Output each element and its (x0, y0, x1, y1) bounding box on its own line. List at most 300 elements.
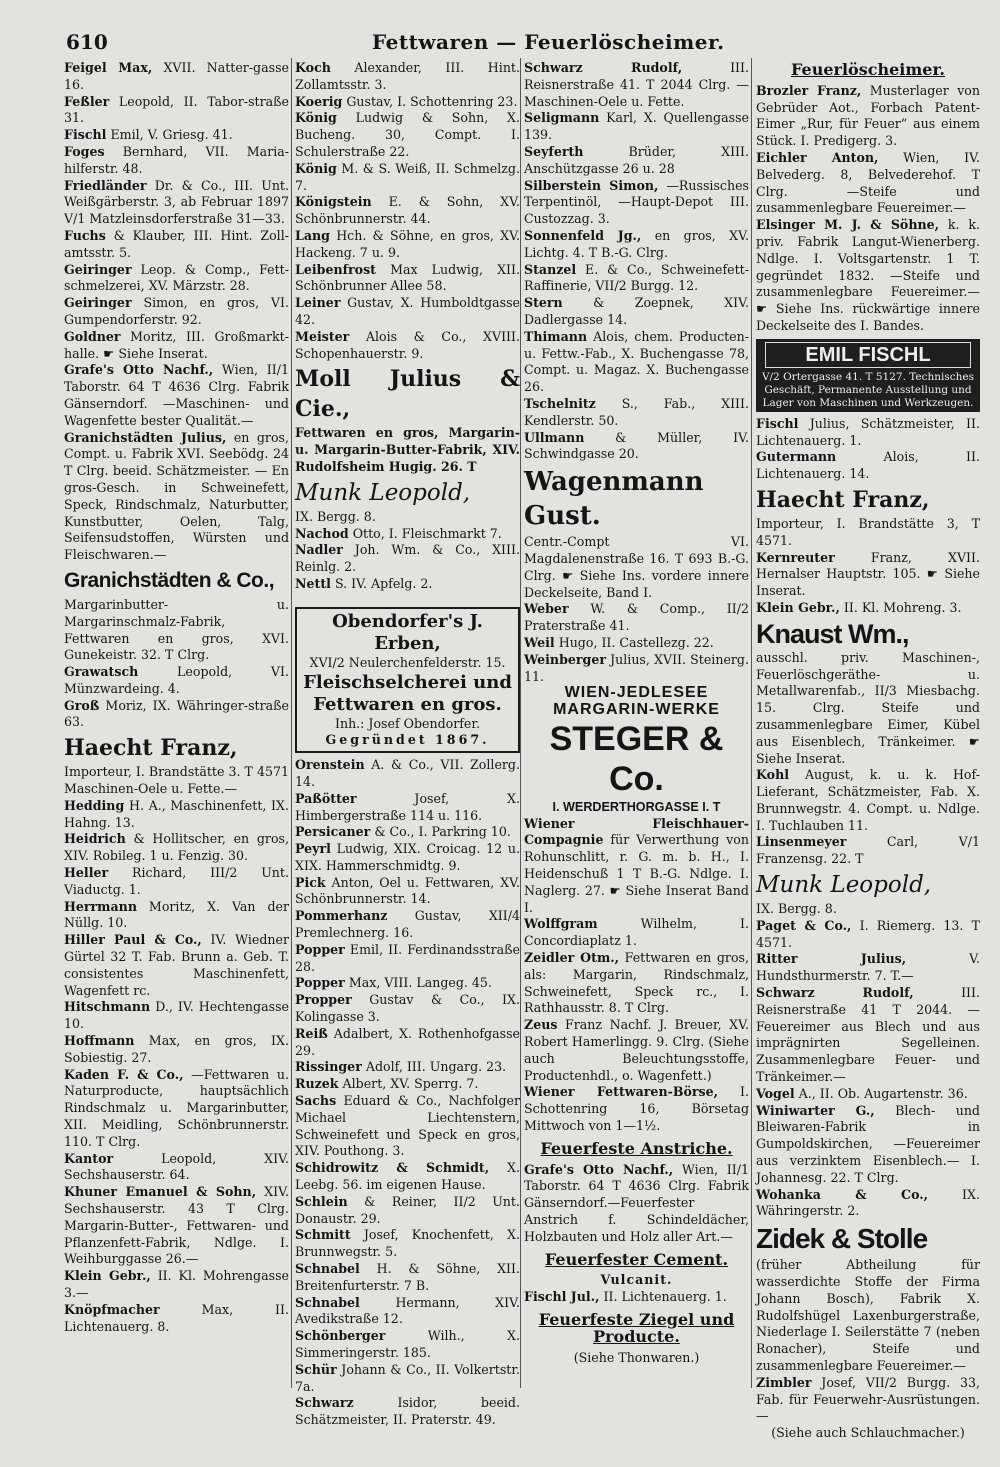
directory-entry (295, 1295, 520, 1329)
directory-entry (756, 1103, 980, 1187)
entry-text: Albert, XV. Sperrg. 7. (342, 1076, 479, 1092)
steger-advertisement (524, 685, 749, 815)
entry-name: Kantor (64, 1150, 114, 1166)
ad-title: EMIL FISCHL (765, 342, 971, 368)
entry-name: Thimann (524, 328, 588, 344)
column-2 (295, 60, 520, 1428)
entry-text: Max, II. Lichtenauerg. 8. (64, 1301, 289, 1334)
entry-text: Leopold, XIV. Sechshauserstr. 64. (64, 1150, 289, 1183)
entry-name: Kaden F. & Co., (64, 1066, 184, 1082)
entry-name: Ullmann (524, 429, 585, 445)
entry-text: Importeur, I. Brandstätte 3. T 4571 Maschinen-Oele u. Fette.— (64, 764, 289, 797)
directory-entry (64, 295, 289, 329)
entry-name: Kernreuter (756, 549, 835, 565)
obendorfer-advertisement (295, 607, 520, 753)
entry-name: Klein Gebr., (64, 1268, 151, 1284)
entry-name: Stern (524, 295, 563, 311)
entry-text: Gustav & Co., IX. Kolingasse 3. (295, 992, 520, 1025)
ad-body: V/2 Ortergasse 41. T 5127. Technisches Geschäft, Permanente Ausstellung und Lager von Maschinen und Werkzeugen. (761, 370, 975, 409)
directory-entry (524, 60, 749, 110)
entry-name: Zeidler Otm., (524, 950, 620, 966)
directory-entry (295, 228, 520, 262)
entry-name: Peyrl (295, 841, 331, 857)
entry-name: Königstein (295, 194, 372, 210)
directory-entry (756, 217, 980, 335)
entry-name: Schwarz Rudolf, (524, 60, 683, 75)
directory-entry (524, 262, 749, 296)
entry-name: Pick (295, 874, 326, 890)
entry-text: H. A., Maschinenfett, IX. Hahng. 13. (64, 797, 289, 830)
directory-entry (64, 1151, 289, 1185)
entry-text: Moritz, X. Van der Nüllg. 10. (64, 898, 289, 931)
directory-entry (756, 550, 980, 600)
entry-name: Heller (64, 865, 109, 881)
entry-text: Alois & Co., XVIII. Schopenhauerstr. 9. (295, 328, 520, 361)
entry-text: Alexander, III. Hint. Zollamtsstr. 3. (295, 60, 520, 92)
directory-entry (64, 899, 289, 933)
entry-text: Ludwig & Sohn, X. Bucheng. 30, Compt. I. Schulerstraße 22. (295, 110, 520, 159)
ad-line: Obendorfer's J. Erben, (332, 610, 483, 654)
entry-name: Paßötter (295, 790, 357, 806)
entry-text: II. Lichtenauerg. 1. (603, 1289, 727, 1305)
entry-text: Blech- und Bleiwaren-Fabrik in Gumpoldskirchen, —Feuereimer aus verzinktem Eisenblech.— I. Johannesg. 22. T Clrg. (756, 1102, 980, 1185)
entry-text: Wien, II/1 Taborstr. 64 T 4636 Clrg. Fabrik Gänserndorf. —Maschinen- und Wagenfette bester Qualität.— (64, 362, 289, 428)
entry-text: Max, en gros, IX. Sobiestig. 27. (64, 1033, 289, 1065)
entry-text: Leop. & Comp., Fett-schmelzerei, XV. Märzstr. 28. (64, 261, 289, 294)
section-heading: Feuerlöscheimer. (791, 60, 945, 79)
entry-name: Kohl (756, 767, 790, 783)
haecht-body: Importeur, I. Brandstätte 3, T 4571. (756, 515, 980, 548)
column-4 (756, 60, 980, 1441)
directory-entry (295, 161, 520, 195)
directory-entry (295, 1059, 520, 1076)
entry-name: Persicaner (295, 824, 371, 840)
knaust-name: Knaust Wm., (756, 618, 909, 649)
entry-text: Adolf, III. Ungarg. 23. (365, 1059, 507, 1075)
directory-entry (756, 83, 980, 150)
entry-name: Weber (524, 601, 569, 617)
entry-text: III. Reisnerstraße 41. T 2044 Clrg. —Maschinen-Oele u. Fette. (524, 60, 749, 109)
entry-text: Joh. Wm. & Co., XIII. Reinlg. 2. (295, 542, 520, 575)
entry-name: Nachod (295, 525, 349, 541)
entry-name: Leibenfrost (295, 261, 376, 277)
entry-name: Leiner (295, 295, 341, 311)
entry-text: IV. Wiedner Gürtel 32 T. Fab. Brunn a. Geb. T. consistentes Maschinenfett, Wagenfett rc. (64, 932, 289, 998)
directory-entry (756, 767, 980, 834)
firm-heading: Granichstädten & Co., (64, 568, 275, 592)
entry-name: Seyferth (524, 143, 584, 159)
entry-name: Sachs (295, 1093, 337, 1109)
munk-address: IX. Bergg. 8. (756, 901, 837, 917)
entry-name: Klein Gebr., (756, 599, 840, 615)
entry-text: Hch. & Söhne, en gros, XV. Hackeng. 7 u. 9. (295, 227, 520, 260)
cross-reference: (Siehe auch Schlauchmacher.) (771, 1425, 965, 1441)
directory-entry (524, 144, 749, 178)
entry-name: Zimbler (756, 1374, 812, 1390)
entry-name: Schwarz Rudolf, (756, 985, 914, 1001)
entry-name: Orenstein (295, 757, 365, 773)
entry-name: Grafe's Otto Nachf., (524, 1161, 674, 1177)
entry-text: Moriz, IX. Währinger-straße 63. (64, 697, 289, 730)
entry-name: Feßler (64, 93, 110, 109)
entry-name: Silberstein Simon, (524, 177, 659, 193)
directory-entry (64, 764, 289, 798)
directory-entry (295, 60, 520, 94)
page-number: 610 (66, 30, 108, 54)
entry-name: Pommerhanz (295, 908, 388, 924)
entry-text: III. Reisnerstraße 41 T 2044. —Feuereimer aus Blech und aus imprägnirten Segelleinen. Zusammenlegbare Feuer- und Tränkeimer.— (756, 985, 980, 1085)
entry-name: Lang (295, 227, 330, 243)
entry-text: Josef, Knochenfett, X. Brunnwegstr. 5. (295, 1227, 520, 1260)
directory-entry (756, 150, 980, 217)
entry-text: Alois, chem. Producten- u. Fettw.-Fab., X. Buchengasse 78, Compt. u. Magaz. X. Buchengasse 26. (524, 328, 749, 395)
entry-text: H. & Söhne, XII. Breitenfurterstr. 7 B. (295, 1261, 520, 1293)
entry-text: Brüder, XIII. Anschützgasse 26 u. 28 (524, 143, 749, 176)
firm-heading: Haecht Franz, (64, 735, 238, 762)
directory-entry (524, 652, 749, 686)
entry-name: Goldner (64, 328, 121, 344)
directory-entry (524, 1084, 749, 1134)
entry-name: Weinberger (524, 651, 606, 667)
cross-reference: (Siehe Thonwaren.) (573, 1349, 700, 1365)
entry-text: Franz Nachf. J. Breuer, XV. Robert Hamerlingg. 9. Clrg. (Siehe auch Beleuchtungsstoffe, Productenhdl., o. Wagenfett.) (524, 1017, 749, 1083)
directory-entry (295, 1160, 520, 1194)
directory-entry (64, 597, 289, 664)
wagenmann-name: Wagenmann Gust. (524, 467, 704, 532)
entry-name: Fuchs (64, 227, 106, 243)
directory-entry (295, 110, 520, 160)
directory-entry (295, 908, 520, 942)
munk-name: Munk Leopold, (756, 872, 932, 899)
entry-text: Dr. & Co., III. Unt. Weißgärberstr. 3, ab Februar 1897 V/1 Matzleinsdorferstraße 31—33. (64, 177, 289, 227)
entry-text: Max Ludwig, XII. Schönbrunner Allee 58. (295, 261, 520, 294)
haecht-entry (756, 485, 980, 550)
entry-name: Propper (295, 992, 352, 1008)
directory-entry (295, 841, 520, 875)
knaust-body: ausschl. priv. Maschinen-, Feuerlöschgeräthe- u. Metallwarenfab., II/3 Miesbachg. 15. Clrg. Steife und zusammenlegbare Eimer, Kübel aus Eisenblech, Tränkeimer. ☛ Siehe Inserat. (756, 649, 980, 766)
entry-text: Wilh., X. Simmeringerstr. 185. (295, 1328, 520, 1360)
section-heading: Feuerfeste Anstriche. (540, 1138, 733, 1158)
entry-text: en gros, Compt. u. Fabrik XVI. Seebödg. 24 T Clrg. beeid. Schätzmeister. — En gros-Gesch. in Schweinefett, Speck, Rindschmalz, Naturbutter, Kunstbutter, Oelen, Talg, Seifensudstoffen, Würsten und Fleischwaren.— (64, 429, 289, 563)
directory-entry (524, 950, 749, 1017)
directory-entry (524, 228, 749, 262)
entry-name: Popper (295, 941, 345, 957)
directory-entry (524, 178, 749, 228)
directory-entry (64, 144, 289, 178)
directory-entry (295, 757, 520, 791)
entry-name: Wohanka & Co., (756, 1186, 929, 1202)
directory-entry (295, 576, 520, 593)
directory-entry (524, 110, 749, 144)
entry-text: k. k. priv. Fabrik Langut-Wienerberg. Ndlge. I. Voltsgartenstr. 1 T. gegründet 1832. —Steife und zusammenlegbare Feuereimer.— ☛ Siehe Ins. rückwärtige innere Deckelseite des I. Bandes. (756, 217, 980, 333)
directory-entry (756, 834, 980, 868)
entry-text: I. Schottenring 16, Börsetag Mittwoch von 1—1½. (524, 1084, 749, 1134)
entry-name: Hitschmann (64, 999, 151, 1015)
entry-text: Leopold, II. Tabor-straße 31. (64, 93, 289, 126)
entry-text: A., II. Ob. Augartenstr. 36. (798, 1085, 968, 1101)
ad-line: STEGER & Co. (549, 719, 724, 798)
entry-text: für Verwerthung von Rohunschlitt, r. G. m. b. H., I. Heidenschuß 1 T B.-G. Ndlge. I. Naglerg. 27. ☛ Siehe Inserat Band I. (524, 832, 749, 915)
entry-name: Hedding (64, 797, 125, 813)
entry-text: Max, VIII. Langeg. 45. (348, 975, 492, 991)
zidek-name: Zidek & Stolle (756, 1223, 928, 1255)
ad-line: XVI/2 Neulerchenfelderstr. 15. (309, 654, 506, 670)
column-divider (291, 58, 292, 1388)
ad-line: MARGARIN-WERKE (553, 701, 720, 719)
directory-entry (295, 1395, 520, 1429)
entry-text: D., IV. Hechtengasse 10. (64, 999, 289, 1032)
directory-entry (295, 992, 520, 1026)
entry-name: Meister (295, 328, 350, 344)
directory-entry (64, 664, 289, 698)
knaust-entry (756, 619, 980, 768)
entry-text: & Klauber, III. Hint. Zoll-amtsstr. 5. (64, 227, 289, 260)
directory-entry (756, 1375, 980, 1425)
entry-text: Bernhard, VII. Maria-hilferstr. 48. (64, 143, 289, 176)
entry-text: & Co., I. Parkring 10. (374, 824, 511, 840)
ad-line: WIEN-JEDLESEE (564, 684, 709, 702)
directory-entry (295, 942, 520, 976)
moll-entry (295, 364, 520, 475)
entry-text: Julius, XVII. Steinerg. 11. (524, 651, 749, 684)
entry-name: Eichler Anton, (756, 149, 879, 165)
fischl-jul-entry (524, 1289, 749, 1306)
directory-entry (64, 1268, 289, 1302)
directory-entry (64, 1302, 289, 1336)
column-1 (64, 60, 289, 1390)
directory-entry (295, 1093, 520, 1160)
directory-entry (295, 94, 520, 111)
moll-name: Moll Julius & Cie., (295, 366, 520, 423)
entry-name: Wiener Fettwaren-Börse, (524, 1084, 718, 1100)
entry-name: Popper (295, 975, 345, 991)
entry-text: Julius, Schätzmeister, II. Lichtenauerg. 1. (756, 415, 980, 448)
entry-text: Eduard & Co., Nachfolger Michael Liechtenstern, Schweinefett und Speck en gros, XIV. Pouthong. 3. (295, 1093, 520, 1159)
entry-name: Schmitt (295, 1227, 351, 1243)
entry-name: Reiß (295, 1025, 328, 1041)
munk-name: Munk Leopold, (295, 479, 471, 506)
munk-entry (295, 478, 520, 526)
entry-name: Foges (64, 143, 105, 159)
entry-name: Paget & Co., (756, 917, 852, 933)
entry-name: Fischl Jul., (524, 1289, 600, 1305)
entry-name: Groß (64, 697, 100, 713)
directory-entry (524, 1017, 749, 1084)
haecht-name: Haecht Franz, (756, 486, 930, 513)
directory-entry (64, 1067, 289, 1151)
column-divider (520, 58, 521, 1388)
entry-name: Stanzel (524, 261, 577, 277)
entry-name: Brozler Franz, (756, 82, 862, 98)
entry-name: Gutermann (756, 449, 837, 465)
directory-entry (64, 262, 289, 296)
directory-entry (295, 1362, 520, 1396)
entry-text: V. Hundsthurmerstr. 7. T.— (756, 951, 980, 984)
entry-name: Geiringer (64, 261, 132, 277)
entry-name: Nettl (295, 575, 331, 591)
entry-text: Otto, I. Fleischmarkt 7. (352, 525, 502, 541)
entry-name: Granichstädten Julius, (64, 429, 227, 445)
directory-entry (295, 1328, 520, 1362)
directory-entry (64, 999, 289, 1033)
entry-name: Koerig (295, 93, 343, 109)
entry-text: Josef, X. Himbergerstraße 114 u. 116. (295, 790, 520, 823)
entry-text: Hermann, XIV. Avedikstraße 12. (295, 1294, 520, 1327)
entry-name: König (295, 110, 337, 126)
entry-name: Hoffmann (64, 1033, 135, 1049)
entry-name: Feigel Max, (64, 60, 153, 75)
ad-line: Fettwaren en gros. (313, 693, 502, 715)
directory-entry (64, 362, 289, 429)
entry-name: Grawatsch (64, 664, 139, 680)
entry-text: & Müller, IV. Schwindgasse 20. (524, 429, 749, 462)
entry-text: Alois, II. Lichtenauerg. 14. (756, 449, 980, 482)
entry-text: Wien, II/1 Taborstr. 64 T 4636 Clrg. Fabrik Gänserndorf.—Feuerfester Anstrich f. Schindeldächer, Holzbauten und Holz aller Art.— (524, 1161, 749, 1244)
entry-name: Zeus (524, 1017, 558, 1033)
zidek-body: (früher Abtheilung für wasserdichte Stoffe der Firma Johann Bosch), Fabrik X. Rudolfshügel Laxenburgerstraße, Niederlage I. Seilerstätte 7 (neben Ronacher), Steife und zusammenlegbare Feuereimer.— (756, 1257, 980, 1373)
moll-body: Fettwaren en gros, Margarin- u. Margarin-Butter-Fabrik, XIV. Rudolfsheim Hugig. 26. T (295, 425, 520, 474)
entry-text: Simon, en gros, VI. Gumpendorferstr. 92. (64, 295, 289, 327)
ad-line: Gegründet 1867. (325, 732, 490, 748)
ad-line: Inh.: Josef Obendorfer. (334, 715, 481, 731)
directory-entry (64, 178, 289, 228)
directory-entry (64, 228, 289, 262)
entry-text: Franz, XVII. Hernalser Hauptstr. 105. ☛ Siehe Inserat. (756, 549, 980, 599)
directory-entry (64, 831, 289, 865)
entry-name: Knöpfmacher (64, 1301, 160, 1317)
entry-name: Koch (295, 60, 331, 75)
entry-text: Josef, VII/2 Burgg. 33, Fab. für Feuerwehr-Ausrüstungen.— (756, 1374, 980, 1424)
entry-name: Schidrowitz & Schmidt, (295, 1160, 490, 1176)
entry-text: Gustav, XII/4 Premlechnerg. 16. (295, 908, 520, 941)
entry-text: Karl, X. Quellengasse 139. (524, 110, 749, 143)
directory-entry (524, 295, 749, 329)
entry-text: Wilhelm, I. Concordiaplatz 1. (524, 916, 749, 949)
zidek-entry (756, 1222, 980, 1375)
entry-text: August, k. u. k. Hof-Lieferant, Schätzmeister, Fab. X. Brunnwegstr. 4. Compt. u. Ndlge. I. Tuchlauben 11. (756, 767, 980, 833)
page-title: Fettwaren — Feuerlöscheimer. (372, 30, 725, 54)
entry-text: —Russisches Terpentinöl, —Haupt-Depot III. Custozzag. 3. (524, 177, 749, 227)
entry-text: S., Fab., XIII. Kendlerstr. 50. (524, 395, 749, 428)
emil-fischl-advertisement (756, 339, 980, 412)
directory-entry (64, 932, 289, 999)
entry-text: Johann & Co., II. Volkertstr. 7a. (295, 1361, 520, 1394)
entry-name: Schönberger (295, 1328, 386, 1344)
entry-text: & Zoepnek, XIV. Dadlergasse 14. (524, 295, 749, 327)
directory-entry (295, 975, 520, 992)
entry-text: II. Kl. Mohrengasse 3.— (64, 1268, 289, 1300)
directory-entry (756, 1086, 980, 1103)
entry-text: Gustav, X. Humboldtgasse 42. (295, 295, 520, 327)
entry-name: Vogel (756, 1085, 795, 1101)
entry-text: Musterlager von Gebrüder Aot., Forbach Patent-Eimer „Rur, für Feuer“ aus einem Stück. I. Predigerg. 3. (756, 82, 980, 149)
ad-line: I. WERDERTHORGASSE I. T (552, 799, 721, 814)
entry-text: Wien, IV. Belvederg. 8, Belvederehof. T Clrg. —Steife und zusammenlegbare Feuereimer.— (756, 149, 980, 216)
entry-name: Nadler (295, 542, 343, 558)
entry-name: Herrmann (64, 898, 137, 914)
entry-text: Moritz, III. Großmarkt-halle. ☛ Siehe Inserat. (64, 328, 289, 361)
entry-text: Margarinbutter- u. Margarinschmalz-Fabrik, Fettwaren en gros, XVI. Gunekeistr. 32. T Clrg. (64, 596, 289, 663)
entry-text: X. Leebg. 56. im eigenen Hause. (295, 1160, 520, 1193)
directory-entry (295, 329, 520, 363)
directory-entry (64, 1184, 289, 1268)
directory-entry (64, 865, 289, 899)
directory-entry (524, 430, 749, 464)
directory-entry (295, 542, 520, 576)
entry-text: II. Kl. Mohreng. 3. (843, 599, 962, 615)
directory-entry (295, 1261, 520, 1295)
directory-entry (295, 526, 520, 543)
entry-text: XIV. Sechshauserstr. 43 T Clrg. Margarin-Butter-, Fettwaren- und Pflanzenfett-Fabrik, Ndlge. I. Weihburggasse 26.— (64, 1184, 289, 1267)
entry-text: Leopold, VI. Münzwardeing. 4. (64, 664, 289, 696)
entry-name: Elsinger M. J. & Söhne, (756, 217, 940, 233)
entry-name: Friedländer (64, 177, 147, 193)
entry-name: Seligmann (524, 110, 600, 126)
entry-text: Adalbert, X. Rothenhofgasse 29. (295, 1025, 520, 1058)
entry-name: Schwarz (295, 1395, 354, 1411)
entry-text: Isidor, beeid. Schätzmeister, II. Praterstr. 49. (295, 1395, 520, 1428)
directory-entry (524, 916, 749, 950)
directory-entry (295, 1194, 520, 1228)
directory-entry (524, 601, 749, 635)
column-3 (524, 60, 749, 1390)
entry-name: Linsenmeyer (756, 834, 847, 850)
entry-name: König (295, 160, 337, 176)
entry-text: & Reiner, II/2 Unt. Donaustr. 29. (295, 1193, 520, 1226)
entry-text: Ludwig, XIX. Croicag. 12 u. XIX. Hammerschmidtg. 9. (295, 841, 520, 873)
section-heading: Feuerfeste Ziegel und Producte. (538, 1310, 735, 1346)
directory-entry (524, 816, 749, 917)
entry-text: E. & Co., Schweinefett-Raffinerie, VII/2 Burgg. 12. (524, 261, 749, 294)
directory-entry (524, 635, 749, 652)
entry-text: S. IV. Apfelg. 2. (334, 575, 433, 591)
directory-entry (64, 94, 289, 128)
entry-name: Schür (295, 1361, 337, 1377)
entry-text: Gustav, I. Schottenring 23. (346, 93, 518, 109)
entry-name: Tschelnitz (524, 395, 596, 411)
entry-name: Heidrich (64, 831, 126, 847)
entry-name: Khuner Emanuel & Sohn, (64, 1184, 257, 1200)
entry-text: M. & S. Weiß, II. Schmelzg. 7. (295, 160, 520, 193)
entry-text: & Hollitscher, en gros, XIV. Robileg. 1 u. Fenzig. 30. (64, 831, 289, 864)
wagenmann-entry (524, 465, 749, 601)
entry-text: E. & Sohn, XV. Schönbrunnerstr. 44. (295, 194, 520, 227)
entry-text: XVII. Natter-gasse 16. (64, 60, 289, 92)
munk-entry (756, 870, 980, 918)
directory-entry (64, 60, 289, 94)
directory-entry (295, 875, 520, 909)
directory-entry (295, 1026, 520, 1060)
entry-text: —Fettwaren u. Naturproducte, hauptsächlich Rindschmalz u. Margarinbutter, XII. Meidling, Schönbrunnerstr. 110. T Clrg. (64, 1066, 289, 1149)
grafe-anstrich-entry (524, 1162, 749, 1246)
section-heading: Feuerfester Cement. (544, 1249, 729, 1269)
directory-entry (295, 262, 520, 296)
directory-entry (756, 1187, 980, 1221)
directory-entry (756, 918, 980, 952)
entry-text: Hugo, II. Castellezg. 22. (558, 634, 714, 650)
entry-name: Geiringer (64, 295, 132, 311)
wagenmann-body: Centr.-Compt VI. Magdalenenstraße 16. T 693 B.-G. Clrg. ☛ Siehe Ins. vordere innere Deckelseite, Band I. (524, 534, 749, 600)
entry-name: Wiener Fleischhauer-Compagnie (524, 815, 749, 848)
directory-entry (756, 416, 980, 450)
directory-entry (64, 798, 289, 832)
entry-text: Emil, II. Ferdinandsstraße 28. (295, 941, 520, 974)
column-divider (751, 58, 752, 1388)
directory-entry (64, 127, 289, 144)
entry-text: I. Riemerg. 13. T 4571. (756, 917, 980, 950)
entry-text: IX. Währingerstr. 2. (756, 1186, 980, 1219)
entry-name: Ritter Julius, (756, 951, 907, 967)
